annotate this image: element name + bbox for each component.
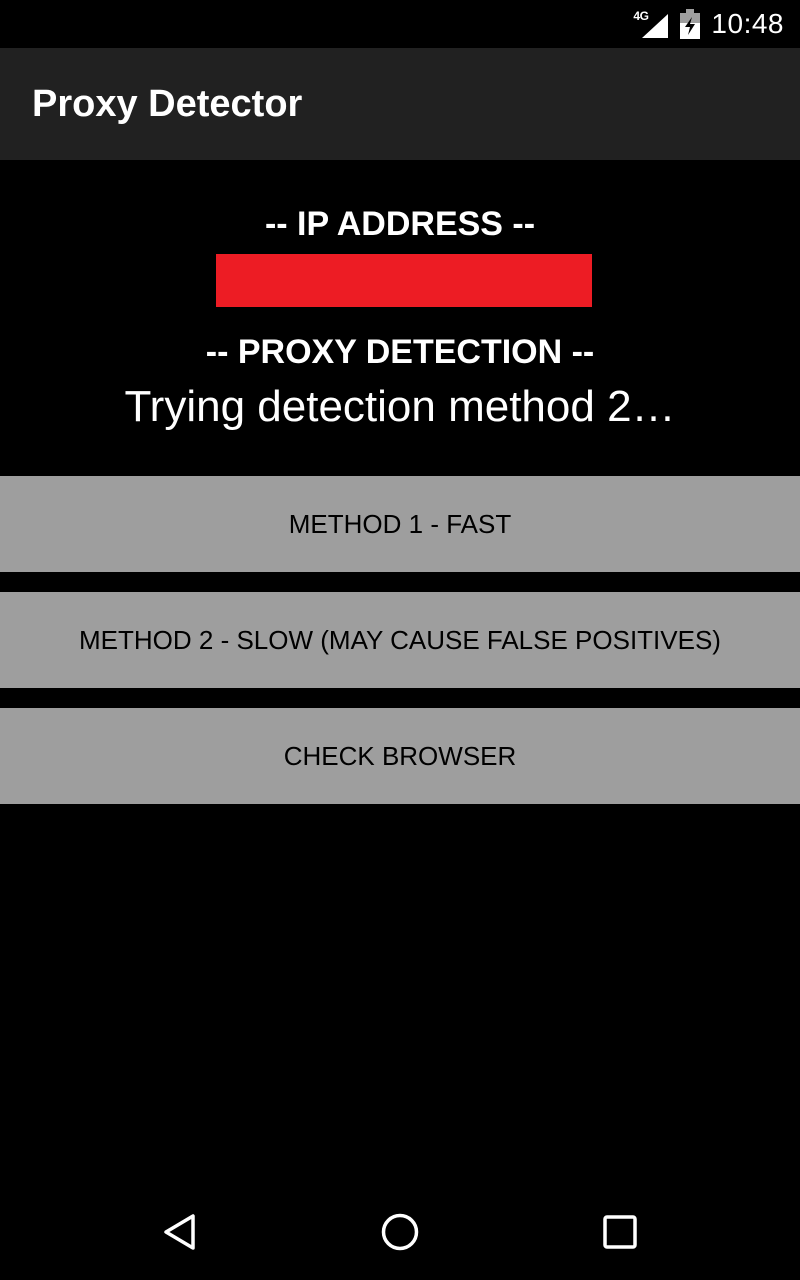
- app-title: Proxy Detector: [32, 82, 303, 125]
- signal-icon: [639, 13, 669, 39]
- recents-icon: [600, 1212, 640, 1252]
- proxy-detection-status: Trying detection method 2…: [124, 382, 676, 431]
- method-2-slow-button[interactable]: METHOD 2 - SLOW (MAY CAUSE FALSE POSITIVES): [0, 592, 800, 688]
- home-icon: [380, 1212, 420, 1252]
- navigation-bar: [0, 1184, 800, 1280]
- home-button[interactable]: [370, 1202, 430, 1262]
- status-icons: [633, 0, 784, 48]
- app-bar: [0, 48, 800, 160]
- check-browser-button[interactable]: CHECK BROWSER: [0, 708, 800, 804]
- status-bar: [0, 0, 800, 48]
- back-button[interactable]: [150, 1202, 210, 1262]
- back-icon: [160, 1212, 200, 1252]
- network-indicator: [633, 9, 669, 39]
- proxy-detection-heading: -- PROXY DETECTION --: [205, 333, 595, 371]
- network-type-label: 4G: [633, 9, 649, 23]
- ip-address-heading: -- IP ADDRESS --: [264, 205, 536, 243]
- method-1-fast-button[interactable]: METHOD 1 - FAST: [0, 476, 800, 572]
- battery-charging-icon: [679, 9, 701, 39]
- clock: 10:48: [711, 8, 784, 39]
- ip-address-value-redacted: [216, 254, 592, 307]
- recents-button[interactable]: [590, 1202, 650, 1262]
